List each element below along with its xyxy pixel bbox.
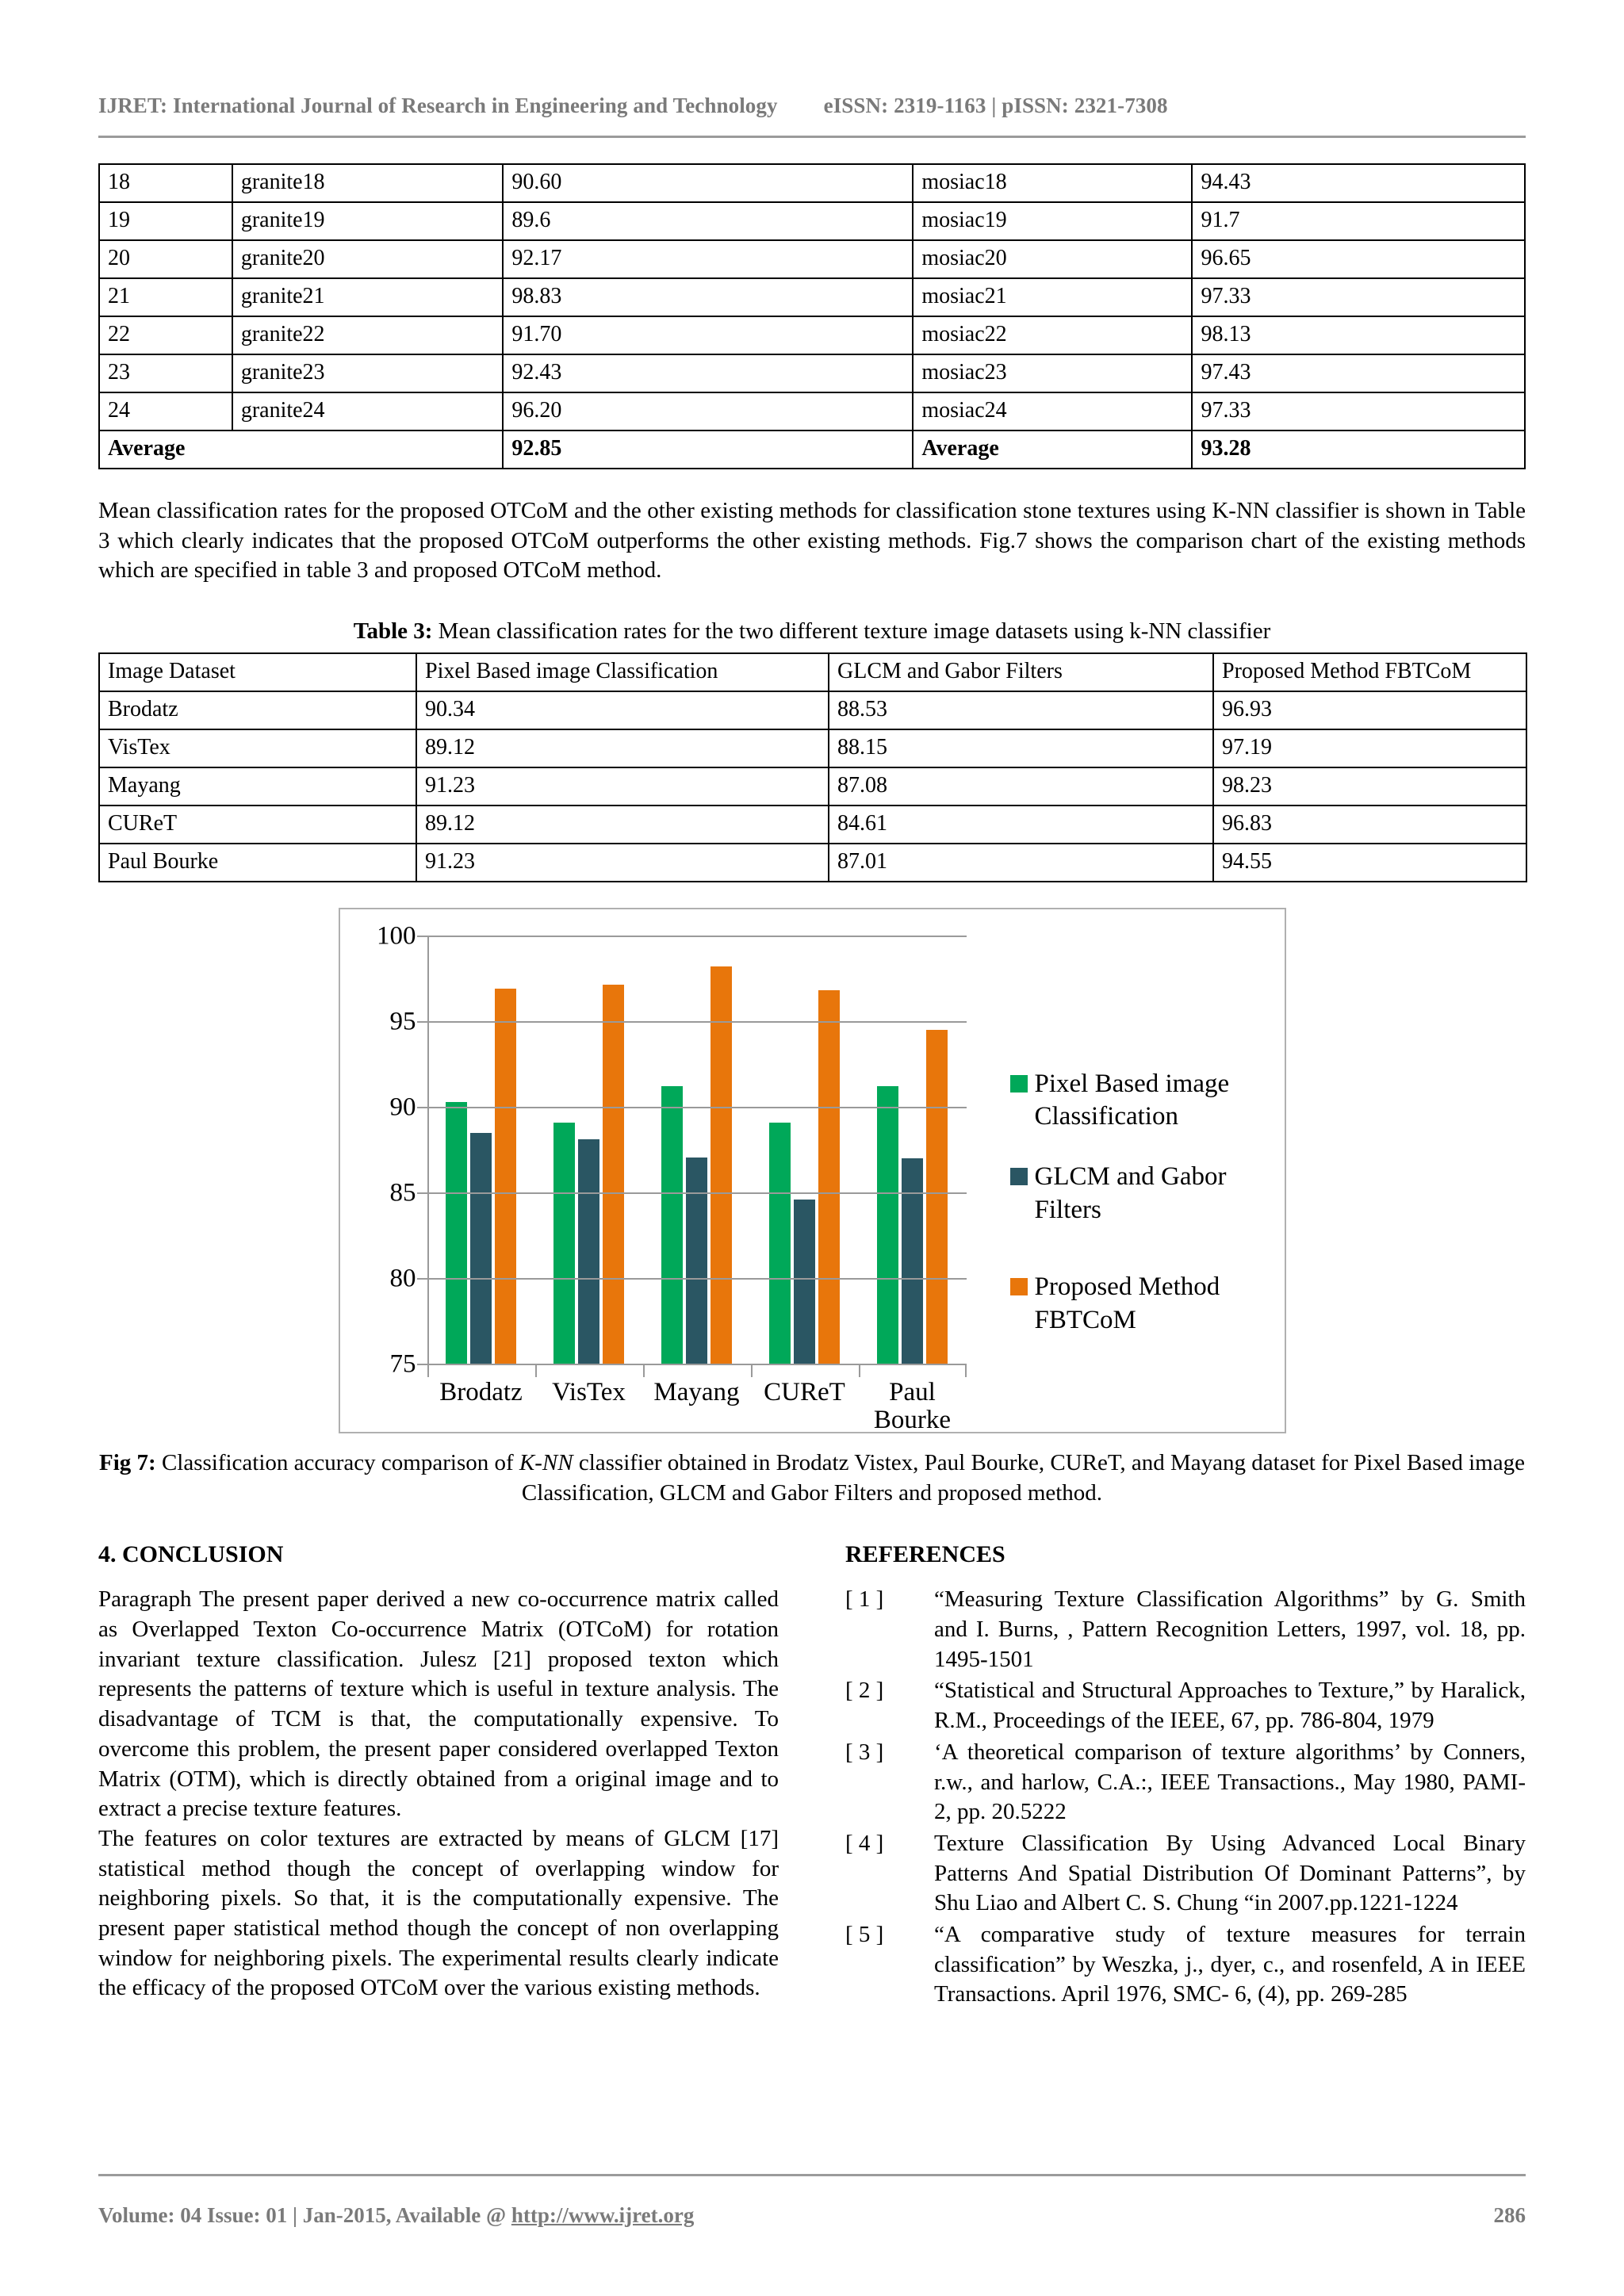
- chart-bar: [470, 1133, 492, 1364]
- chart-legend-item: [1010, 1271, 1280, 1337]
- table-average-row: [99, 430, 1525, 469]
- mosiac-name: mosiac23: [913, 354, 1192, 392]
- mosiac-value: 91.7: [1192, 202, 1525, 240]
- table3-cell: 98.23: [1213, 767, 1526, 806]
- chart-plot-area: [377, 921, 967, 1379]
- chart-bar-group: [751, 936, 859, 1364]
- row-number: 22: [99, 316, 232, 354]
- table3-cell: 97.19: [1213, 729, 1526, 767]
- mosiac-name: mosiac24: [913, 392, 1192, 430]
- table3-caption-text: Mean classification rates for the two different texture image datasets using k-NN classifier: [432, 618, 1271, 645]
- footer-divider: [98, 2174, 1526, 2176]
- granite-name: granite18: [232, 164, 504, 202]
- reference-number: [ 3 ]: [845, 1739, 884, 1765]
- chart-x-axis-labels: [427, 1379, 967, 1434]
- table3-column-header: Proposed Method FBTCoM: [1213, 653, 1526, 691]
- granite-value: 91.70: [503, 316, 913, 354]
- reference-item: [845, 1676, 1526, 1735]
- mosiac-value: 97.33: [1192, 392, 1525, 430]
- chart-gridline: [427, 936, 967, 937]
- chart-bar: [818, 990, 840, 1364]
- chart-y-tick-mark: [417, 1021, 427, 1023]
- chart-legend-label: GLCM and Gabor Filters: [1034, 1162, 1227, 1224]
- reference-number: [ 2 ]: [845, 1678, 884, 1704]
- journal-title: IJRET: International Journal of Research in Engineering and Technology: [98, 94, 778, 117]
- row-number: 21: [99, 278, 232, 316]
- granite-value: 92.17: [503, 240, 913, 278]
- references-heading: REFERENCES: [845, 1541, 1005, 1568]
- table-top-wrapper: [98, 163, 1526, 469]
- mosiac-name: mosiac20: [913, 240, 1192, 278]
- table3-caption-label: Table 3:: [353, 618, 433, 645]
- table3-cell: 87.08: [829, 767, 1213, 806]
- chart-x-tick-mark: [535, 1364, 537, 1377]
- chart-bar: [902, 1158, 923, 1364]
- chart-x-axis-label: Mayang: [653, 1377, 740, 1406]
- granite-value: 96.20: [503, 392, 913, 430]
- issn-line: eISSN: 2319-1163 | pISSN: 2321-7308: [823, 94, 1168, 117]
- reference-number: [ 1 ]: [845, 1586, 884, 1613]
- table-top: [98, 163, 1526, 469]
- mosiac-name: mosiac21: [913, 278, 1192, 316]
- table3-row: [99, 767, 1526, 806]
- granite-value: 89.6: [503, 202, 913, 240]
- mosiac-value: 94.43: [1192, 164, 1525, 202]
- chart-x-axis-label: Brodatz: [439, 1377, 523, 1406]
- reference-item: [845, 1920, 1526, 2010]
- chart-bar: [446, 1102, 467, 1364]
- chart-x-axis-label: CUReT: [764, 1377, 845, 1406]
- chart-gridline: [427, 1278, 967, 1280]
- chart-y-tick-mark: [417, 936, 427, 937]
- row-number: 20: [99, 240, 232, 278]
- chart-x-axis-label: Paul Bourke: [873, 1377, 952, 1434]
- chart-legend-label: Pixel Based image Classification: [1034, 1069, 1230, 1131]
- references-list: [845, 1585, 1526, 2010]
- bar-chart: [340, 909, 1285, 1432]
- granite-value: 98.83: [503, 278, 913, 316]
- table3-cell: 84.61: [829, 806, 1213, 844]
- average-value-right: 93.28: [1192, 430, 1525, 469]
- table-row: [99, 278, 1525, 316]
- mosiac-name: mosiac22: [913, 316, 1192, 354]
- granite-name: granite21: [232, 278, 504, 316]
- granite-name: granite23: [232, 354, 504, 392]
- chart-x-axis-label: VisTex: [552, 1377, 626, 1406]
- chart-bar: [710, 966, 732, 1364]
- intro-paragraph: Mean classification rates for the proposed OTCoM and the other existing methods for classification stone textures using K-NN classifier is shown in Table 3 which clearly indicates that the proposed OTCoM outperforms the other existing methods. Fig.7 shows the comparison chart of the existing methods which are specified in table 3 and proposed OTCoM method.: [98, 498, 1526, 584]
- table3-cell: 88.15: [829, 729, 1213, 767]
- granite-name: granite22: [232, 316, 504, 354]
- granite-name: granite19: [232, 202, 504, 240]
- conclusion-heading: 4. CONCLUSION: [98, 1541, 284, 1568]
- table3-cell: Paul Bourke: [99, 844, 416, 882]
- figure7-chart-box: [339, 908, 1286, 1433]
- chart-y-tick-label: 75: [389, 1349, 416, 1379]
- chart-bar-group: [535, 936, 643, 1364]
- reference-item: [845, 1829, 1526, 1919]
- footer-row: [98, 2203, 1526, 2228]
- chart-bar-group: [859, 936, 967, 1364]
- chart-bar: [877, 1086, 898, 1364]
- reference-item: [845, 1585, 1526, 1674]
- chart-x-tick-mark: [643, 1364, 645, 1377]
- chart-x-tick-mark: [965, 1364, 967, 1377]
- chart-y-tick-mark: [417, 1192, 427, 1194]
- chart-y-tick-label: 100: [377, 921, 416, 951]
- table3-cell: 91.23: [416, 767, 829, 806]
- table-row: [99, 240, 1525, 278]
- table3-column-header: Pixel Based image Classification: [416, 653, 829, 691]
- figure7-caption-label: Fig 7:: [99, 1449, 156, 1475]
- table3-row: [99, 844, 1526, 882]
- chart-gridline: [427, 1107, 967, 1108]
- table3-cell: VisTex: [99, 729, 416, 767]
- row-number: 23: [99, 354, 232, 392]
- granite-name: granite24: [232, 392, 504, 430]
- page-number: 286: [1493, 2203, 1526, 2227]
- reference-number: [ 4 ]: [845, 1830, 884, 1856]
- average-value-left: 92.85: [503, 430, 913, 469]
- average-label-left: Average: [99, 430, 503, 469]
- table3-cell: 91.23: [416, 844, 829, 882]
- figure7-caption-italic: K-NN: [519, 1449, 573, 1475]
- chart-x-tick-mark: [427, 1364, 429, 1377]
- table3-cell: Brodatz: [99, 691, 416, 729]
- two-column-layout: [98, 1541, 1526, 2011]
- table-row: [99, 164, 1525, 202]
- chart-gridline: [427, 1192, 967, 1194]
- table3-row: [99, 691, 1526, 729]
- table-row: [99, 202, 1525, 240]
- mosiac-value: 96.65: [1192, 240, 1525, 278]
- chart-y-tick-label: 85: [389, 1178, 416, 1207]
- row-number: 18: [99, 164, 232, 202]
- chart-bar: [495, 989, 516, 1364]
- chart-legend-item: [1010, 1068, 1280, 1134]
- chart-bar-group: [427, 936, 535, 1364]
- table3-cell: CUReT: [99, 806, 416, 844]
- table3-cell: 89.12: [416, 806, 829, 844]
- chart-bar-group: [643, 936, 751, 1364]
- reference-item: [845, 1738, 1526, 1827]
- chart-y-tick-label: 80: [389, 1264, 416, 1293]
- reference-text: “Measuring Texture Classification Algorithms” by G. Smith and I. Burns, , Pattern Recognition Letters, 1997, vol. 18, pp. 1495-1501: [934, 1586, 1526, 1672]
- conclusion-paragraph-2: The features on color textures are extracted by means of GLCM [17] statistical method though the concept of overlapping window for neighboring pixels. So that, it is the computationally expensive. The present paper statistical method though the concept of non overlapping window for neighboring pixels. The experimental results clearly indicate the efficacy of the proposed OTCoM over the various existing methods.: [98, 1825, 779, 2001]
- chart-bar: [769, 1123, 791, 1364]
- table3-cell: 94.55: [1213, 844, 1526, 882]
- figure7-caption: [98, 1448, 1526, 1509]
- table-row: [99, 316, 1525, 354]
- chart-y-tick-mark: [417, 1364, 427, 1365]
- table3-caption: [98, 618, 1526, 645]
- table-row: [99, 392, 1525, 430]
- table3-header-row: [99, 653, 1526, 691]
- granite-name: granite20: [232, 240, 504, 278]
- row-number: 19: [99, 202, 232, 240]
- reference-text: ‘A theoretical comparison of texture algorithms’ by Conners, r.w., and harlow, C.A.:, IEEE Transactions., May 1980, PAMI-2, pp. 20.5222: [934, 1739, 1526, 1825]
- chart-x-tick-mark: [751, 1364, 753, 1377]
- chart-legend: [1010, 1068, 1280, 1364]
- row-number: 24: [99, 392, 232, 430]
- mosiac-value: 98.13: [1192, 316, 1525, 354]
- table-row: [99, 354, 1525, 392]
- table3-cell: 89.12: [416, 729, 829, 767]
- mosiac-name: mosiac18: [913, 164, 1192, 202]
- chart-y-tick-label: 90: [389, 1093, 416, 1122]
- references-column: [845, 1541, 1526, 2011]
- mosiac-value: 97.33: [1192, 278, 1525, 316]
- chart-bar: [578, 1139, 599, 1364]
- conclusion-column: [98, 1541, 779, 2011]
- chart-legend-swatch: [1010, 1168, 1028, 1185]
- chart-bar: [553, 1123, 575, 1364]
- figure7-caption-text-a: Classification accuracy comparison of: [155, 1449, 519, 1475]
- chart-gridline: [427, 1021, 967, 1023]
- reference-text: “Statistical and Structural Approaches to Texture,” by Haralick, R.M., Proceedings of the IEEE, 67, pp. 786-804, 1979: [934, 1678, 1526, 1734]
- granite-value: 92.43: [503, 354, 913, 392]
- chart-bar: [794, 1200, 815, 1364]
- chart-y-tick-label: 95: [389, 1007, 416, 1036]
- footer-volume: [98, 2203, 694, 2228]
- chart-y-tick-mark: [417, 1107, 427, 1108]
- table3-row: [99, 729, 1526, 767]
- table3-cell: 90.34: [416, 691, 829, 729]
- table3-row: [99, 806, 1526, 844]
- table3-cell: 96.83: [1213, 806, 1526, 844]
- journal-url-link[interactable]: http://www.ijret.org: [511, 2203, 695, 2227]
- chart-y-tick-mark: [417, 1278, 427, 1280]
- chart-bar: [686, 1158, 707, 1364]
- chart-legend-item: [1010, 1161, 1280, 1226]
- chart-bar: [603, 985, 624, 1364]
- page-footer: [98, 2174, 1526, 2228]
- table3-cell: 88.53: [829, 691, 1213, 729]
- conclusion-paragraph-1: Paragraph The present paper derived a new co-occurrence matrix called as Overlapped Texton Co-occurrence Matrix (OTCoM) for rotation invariant texture classification. Julesz [21] proposed texton which represents the patterns of texture which is useful in texture analysis. The disadvantage of TCM is that, the computationally expensive. To overcome this problem, the present paper considered overlapped Texton Matrix (OTM), which is directly obtained from a original image and to extract a precise texture features.: [98, 1586, 779, 1822]
- footer-volume-text: Volume: 04 Issue: 01 | Jan-2015, Available @: [98, 2203, 511, 2227]
- reference-number: [ 5 ]: [845, 1921, 884, 1947]
- chart-bar-groups: [427, 936, 967, 1364]
- mosiac-value: 97.43: [1192, 354, 1525, 392]
- table3-column-header: Image Dataset: [99, 653, 416, 691]
- running-head: [98, 0, 1526, 118]
- chart-gridline: [427, 1364, 967, 1365]
- table3-cell: 87.01: [829, 844, 1213, 882]
- reference-text: Texture Classification By Using Advanced Local Binary Patterns And Spatial Distribution Of Dominant Patterns”, by Shu Liao and Albert C. S. Chung “in 2007.pp.1221-1224: [934, 1830, 1526, 1916]
- chart-legend-swatch: [1010, 1075, 1028, 1093]
- header-divider: [98, 136, 1526, 138]
- chart-legend-label: Proposed Method FBTCoM: [1034, 1272, 1220, 1334]
- mosiac-name: mosiac19: [913, 202, 1192, 240]
- table3: [98, 652, 1527, 882]
- figure7-caption-text-b: classifier obtained in Brodatz Vistex, Paul Bourke, CUReT, and Mayang dataset for Pixel Based image Classification, GLCM and Gabor Filters and proposed method.: [521, 1449, 1525, 1506]
- table3-cell: 96.93: [1213, 691, 1526, 729]
- table3-cell: Mayang: [99, 767, 416, 806]
- reference-text: “A comparative study of texture measures for terrain classification” by Weszka, j., dyer, c., and rosenfeld, A in IEEE Transactions. April 1976, SMC- 6, (4), pp. 269-285: [934, 1921, 1526, 2007]
- average-label-right: Average: [913, 430, 1192, 469]
- table3-column-header: GLCM and Gabor Filters: [829, 653, 1213, 691]
- chart-legend-swatch: [1010, 1278, 1028, 1295]
- chart-bar: [661, 1086, 683, 1364]
- granite-value: 90.60: [503, 164, 913, 202]
- chart-x-tick-mark: [859, 1364, 860, 1377]
- chart-bar: [926, 1030, 948, 1364]
